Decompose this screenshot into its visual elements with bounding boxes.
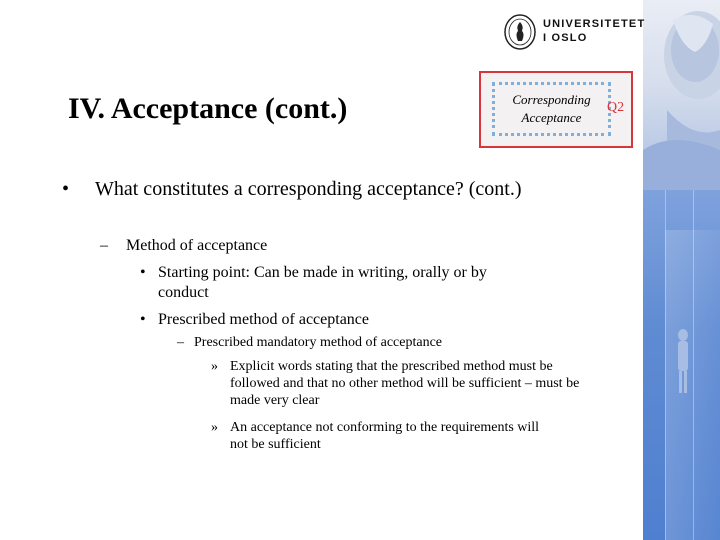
bullet-level-5 — [211, 358, 591, 409]
bullet-marker: » — [211, 359, 218, 374]
side-decoration-bottom — [643, 190, 720, 540]
bullet-level-4 — [177, 334, 442, 351]
logo-line-2: I OSLO — [543, 32, 588, 44]
bullet-text: Method of acceptance — [126, 237, 268, 254]
bullet-level-3 — [140, 263, 560, 303]
bullet-marker: • — [62, 178, 70, 200]
bullet-text: An acceptance not conforming to the requirements will not be sufficient — [230, 420, 540, 452]
question-tag: Q2 — [607, 100, 625, 115]
bullet-text: Explicit words stating that the prescribed method must be followed and that no other method will be sufficient – must be made very clear — [230, 359, 580, 408]
bullet-text: Prescribed method of acceptance — [158, 311, 370, 328]
university-logo-text — [543, 17, 645, 45]
statue-relief-image — [643, 0, 720, 190]
question-box-inner — [492, 82, 611, 136]
bullet-marker: » — [211, 420, 218, 435]
bullet-level-3 — [140, 310, 560, 330]
bullet-text: Starting point: Can be made in writing, orally or by conduct — [158, 264, 487, 301]
bullet-text: What constitutes a corresponding acceptance? (cont.) — [95, 178, 522, 200]
logo-line-1: UNIVERSITETET — [543, 18, 646, 30]
figure-silhouette-image — [643, 190, 720, 540]
bullet-level-5 — [211, 419, 591, 453]
bullet-marker: – — [177, 335, 184, 350]
side-decoration-top — [643, 0, 720, 190]
question-box-line-1: Corresponding — [512, 92, 591, 107]
bullet-marker: – — [100, 237, 108, 254]
bullet-marker: • — [140, 311, 146, 328]
university-seal-logo — [503, 13, 537, 51]
bullet-text: Prescribed mandatory method of acceptance — [194, 335, 443, 350]
slide-title: IV. Acceptance (cont.) — [68, 92, 348, 125]
bullet-marker: • — [140, 264, 146, 281]
bullet-level-2 — [100, 236, 267, 256]
question-box-line-2: Acceptance — [521, 110, 582, 125]
bullet-level-1 — [62, 176, 582, 203]
